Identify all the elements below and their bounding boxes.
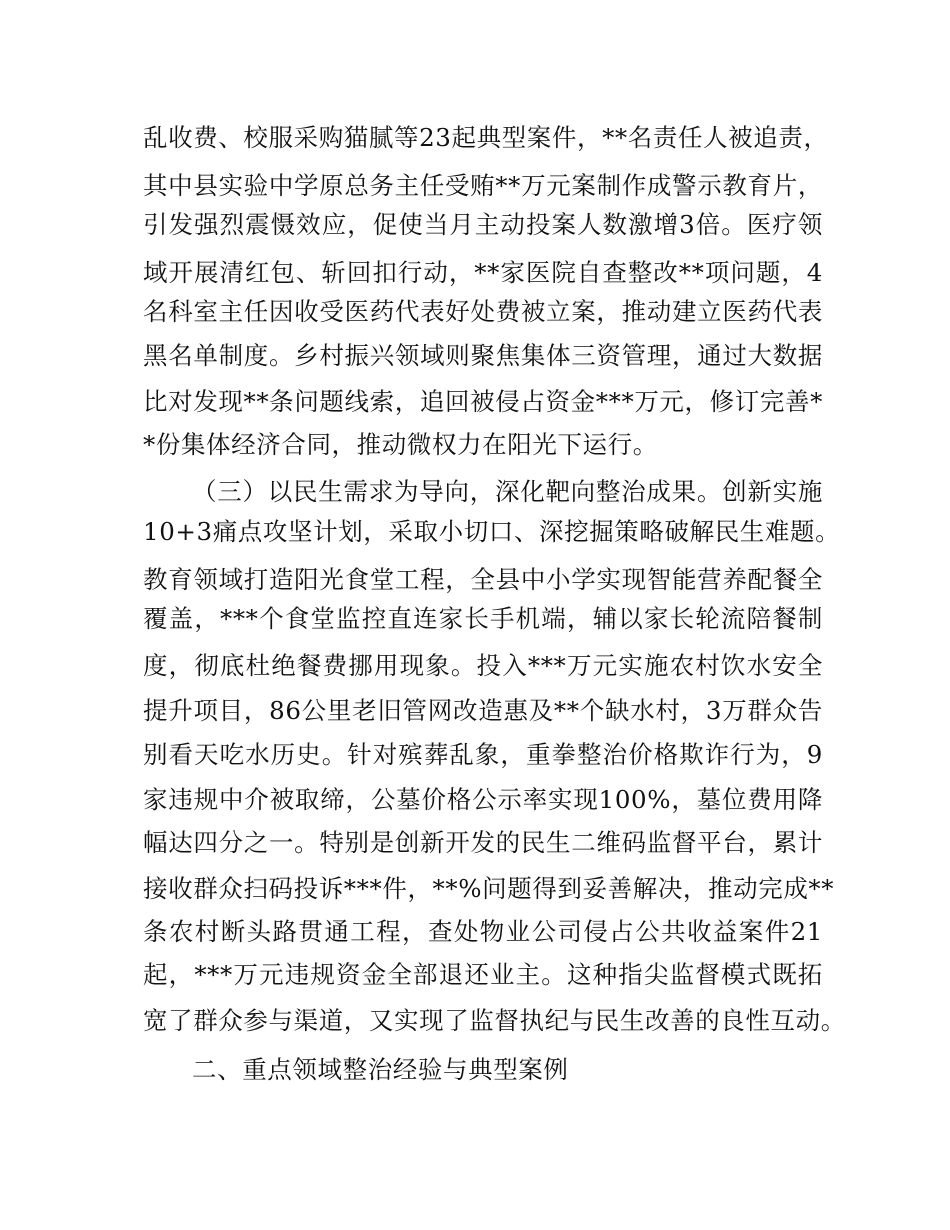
paragraph-line: 域开展清红包、斩回扣行动，**家医院自查整改**项问题，4 [143,258,823,287]
paragraph-line: 起，***万元违规资金全部退还业主。这种指尖监督模式既拓 [143,960,823,989]
paragraph-line: 度，彻底杜绝餐费挪用现象。投入***万元实施农村饮水安全 [143,651,823,680]
paragraph-line: 教育领域打造阳光食堂工程，全县中小学实现智能营养配餐全 [143,565,823,594]
paragraph-line: *份集体经济合同，推动微权力在阳光下运行。 [143,430,658,459]
paragraph-line: 10+3痛点攻坚计划，采取小切口、深挖掘策略破解民生难题。 [143,517,841,546]
paragraph-line: 接收群众扫码投诉***件，**%问题得到妥善解决，推动完成** [143,874,835,903]
paragraph-line: 比对发现**条问题线索，追回被侵占资金***万元，修订完善* [143,387,823,416]
paragraph-line: 幅达四分之一。特别是创新开发的民生二维码监督平台，累计 [143,828,823,857]
paragraph-line: 家违规中介被取缔，公墓价格公示率实现100%，墓位费用降 [143,785,823,814]
paragraph-line: 别看天吃水历史。针对殡葬乱象，重拳整治价格欺诈行为，9 [143,740,823,769]
paragraph-line: 乱收费、校服采购猫腻等23起典型案件，**名责任人被追责， [143,123,829,152]
paragraph-line: 宽了群众参与渠道，又实现了监督执纪与民生改善的良性互动。 [143,1006,846,1035]
paragraph-line: 覆盖，***个食堂监控直连家长手机端，辅以家长轮流陪餐制 [143,604,823,633]
paragraph-line: 其中县实验中学原总务主任受贿**万元案制作成警示教育片， [143,171,823,200]
paragraph-line: 黑名单制度。乡村振兴领域则聚焦集体三资管理，通过大数据 [143,341,823,370]
paragraph-line: 引发强烈震慑效应，促使当月主动投案人数激增3倍。医疗领 [143,210,823,239]
paragraph-line: 提升项目，86公里老旧管网改造惠及**个缺水村，3万群众告 [143,696,823,725]
paragraph-line: 名科室主任因收受医药代表好处费被立案，推动建立医药代表 [143,297,823,326]
paragraph-line: 条农村断头路贯通工程，查处物业公司侵占公共收益案件21 [143,917,823,946]
section-heading: 二、重点领域整治经验与典型案例 [192,1055,569,1084]
section-heading-line: （三）以民生需求为导向，深化靶向整治成果。创新实施 [192,477,823,506]
